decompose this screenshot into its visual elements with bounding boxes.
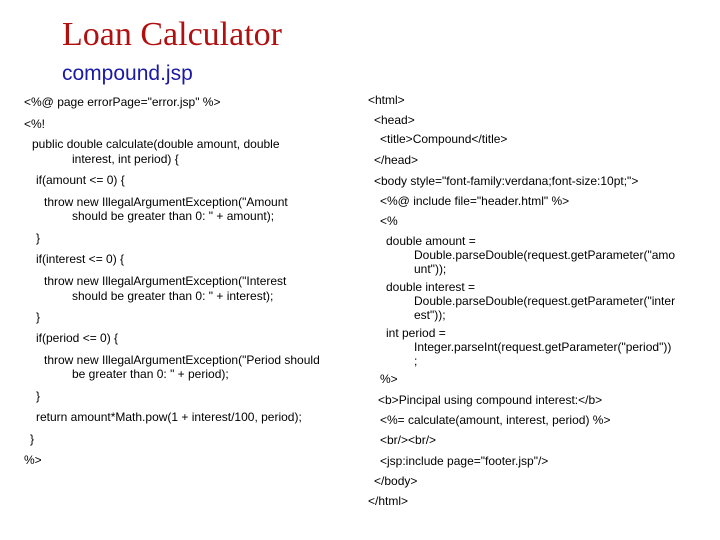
code-line: <br/><br/> [380,433,437,447]
code-line: double interest = [386,280,476,294]
slide-subtitle: compound.jsp [62,62,193,85]
code-line: unt")); [414,262,447,276]
code-line: double amount = [386,234,476,248]
code-line: </head> [374,153,419,167]
code-line: <html> [368,93,405,107]
code-line: <%= calculate(amount, interest, period) %> [380,413,611,427]
code-line: if(interest <= 0) { [36,252,125,266]
code-line: </html> [368,494,409,508]
code-line: int period = [386,326,446,340]
code-line: <body style="font-family:verdana;font-size:10pt;"> [374,174,639,188]
code-line: <%! [24,117,46,131]
code-line: </body> [374,474,418,488]
code-line: <b>Pincipal using compound interest:</b> [378,393,603,407]
code-line: %> [24,453,42,467]
code-line: if(period <= 0) { [36,331,119,345]
slide-title: Loan Calculator [62,16,282,53]
code-line: interest, int period) { [72,152,179,166]
code-line: Double.parseDouble(request.getParameter("amo [414,248,676,262]
code-line: } [36,389,41,403]
code-line: <title>Compound</title> [380,132,508,146]
code-line: Integer.parseInt(request.getParameter("period")) [414,340,672,354]
code-line: } [36,231,41,245]
code-line: } [36,310,41,324]
code-line: <%@ include file="header.html" %> [380,194,570,208]
code-line: if(amount <= 0) { [36,173,125,187]
code-line: <jsp:include page="footer.jsp"/> [380,454,549,468]
code-line: throw new IllegalArgumentException("Period should [44,353,320,367]
code-line: %> [380,372,398,386]
code-line: <head> [374,113,415,127]
code-line: <% [380,214,398,228]
code-line: be greater than 0: " + period); [72,367,229,381]
code-line: est")); [414,308,446,322]
code-line: <%@ page errorPage="error.jsp" %> [24,95,221,109]
code-line: should be greater than 0: " + amount); [72,209,275,223]
code-line: return amount*Math.pow(1 + interest/100, period); [36,410,302,424]
code-line: throw new IllegalArgumentException("Interest [44,274,287,288]
code-line: should be greater than 0: " + interest); [72,289,274,303]
code-line: ; [414,354,418,368]
code-line: Double.parseDouble(request.getParameter("inter [414,294,676,308]
code-line: } [30,432,35,446]
code-line: throw new IllegalArgumentException("Amount [44,195,288,209]
code-line: public double calculate(double amount, double [32,137,280,151]
